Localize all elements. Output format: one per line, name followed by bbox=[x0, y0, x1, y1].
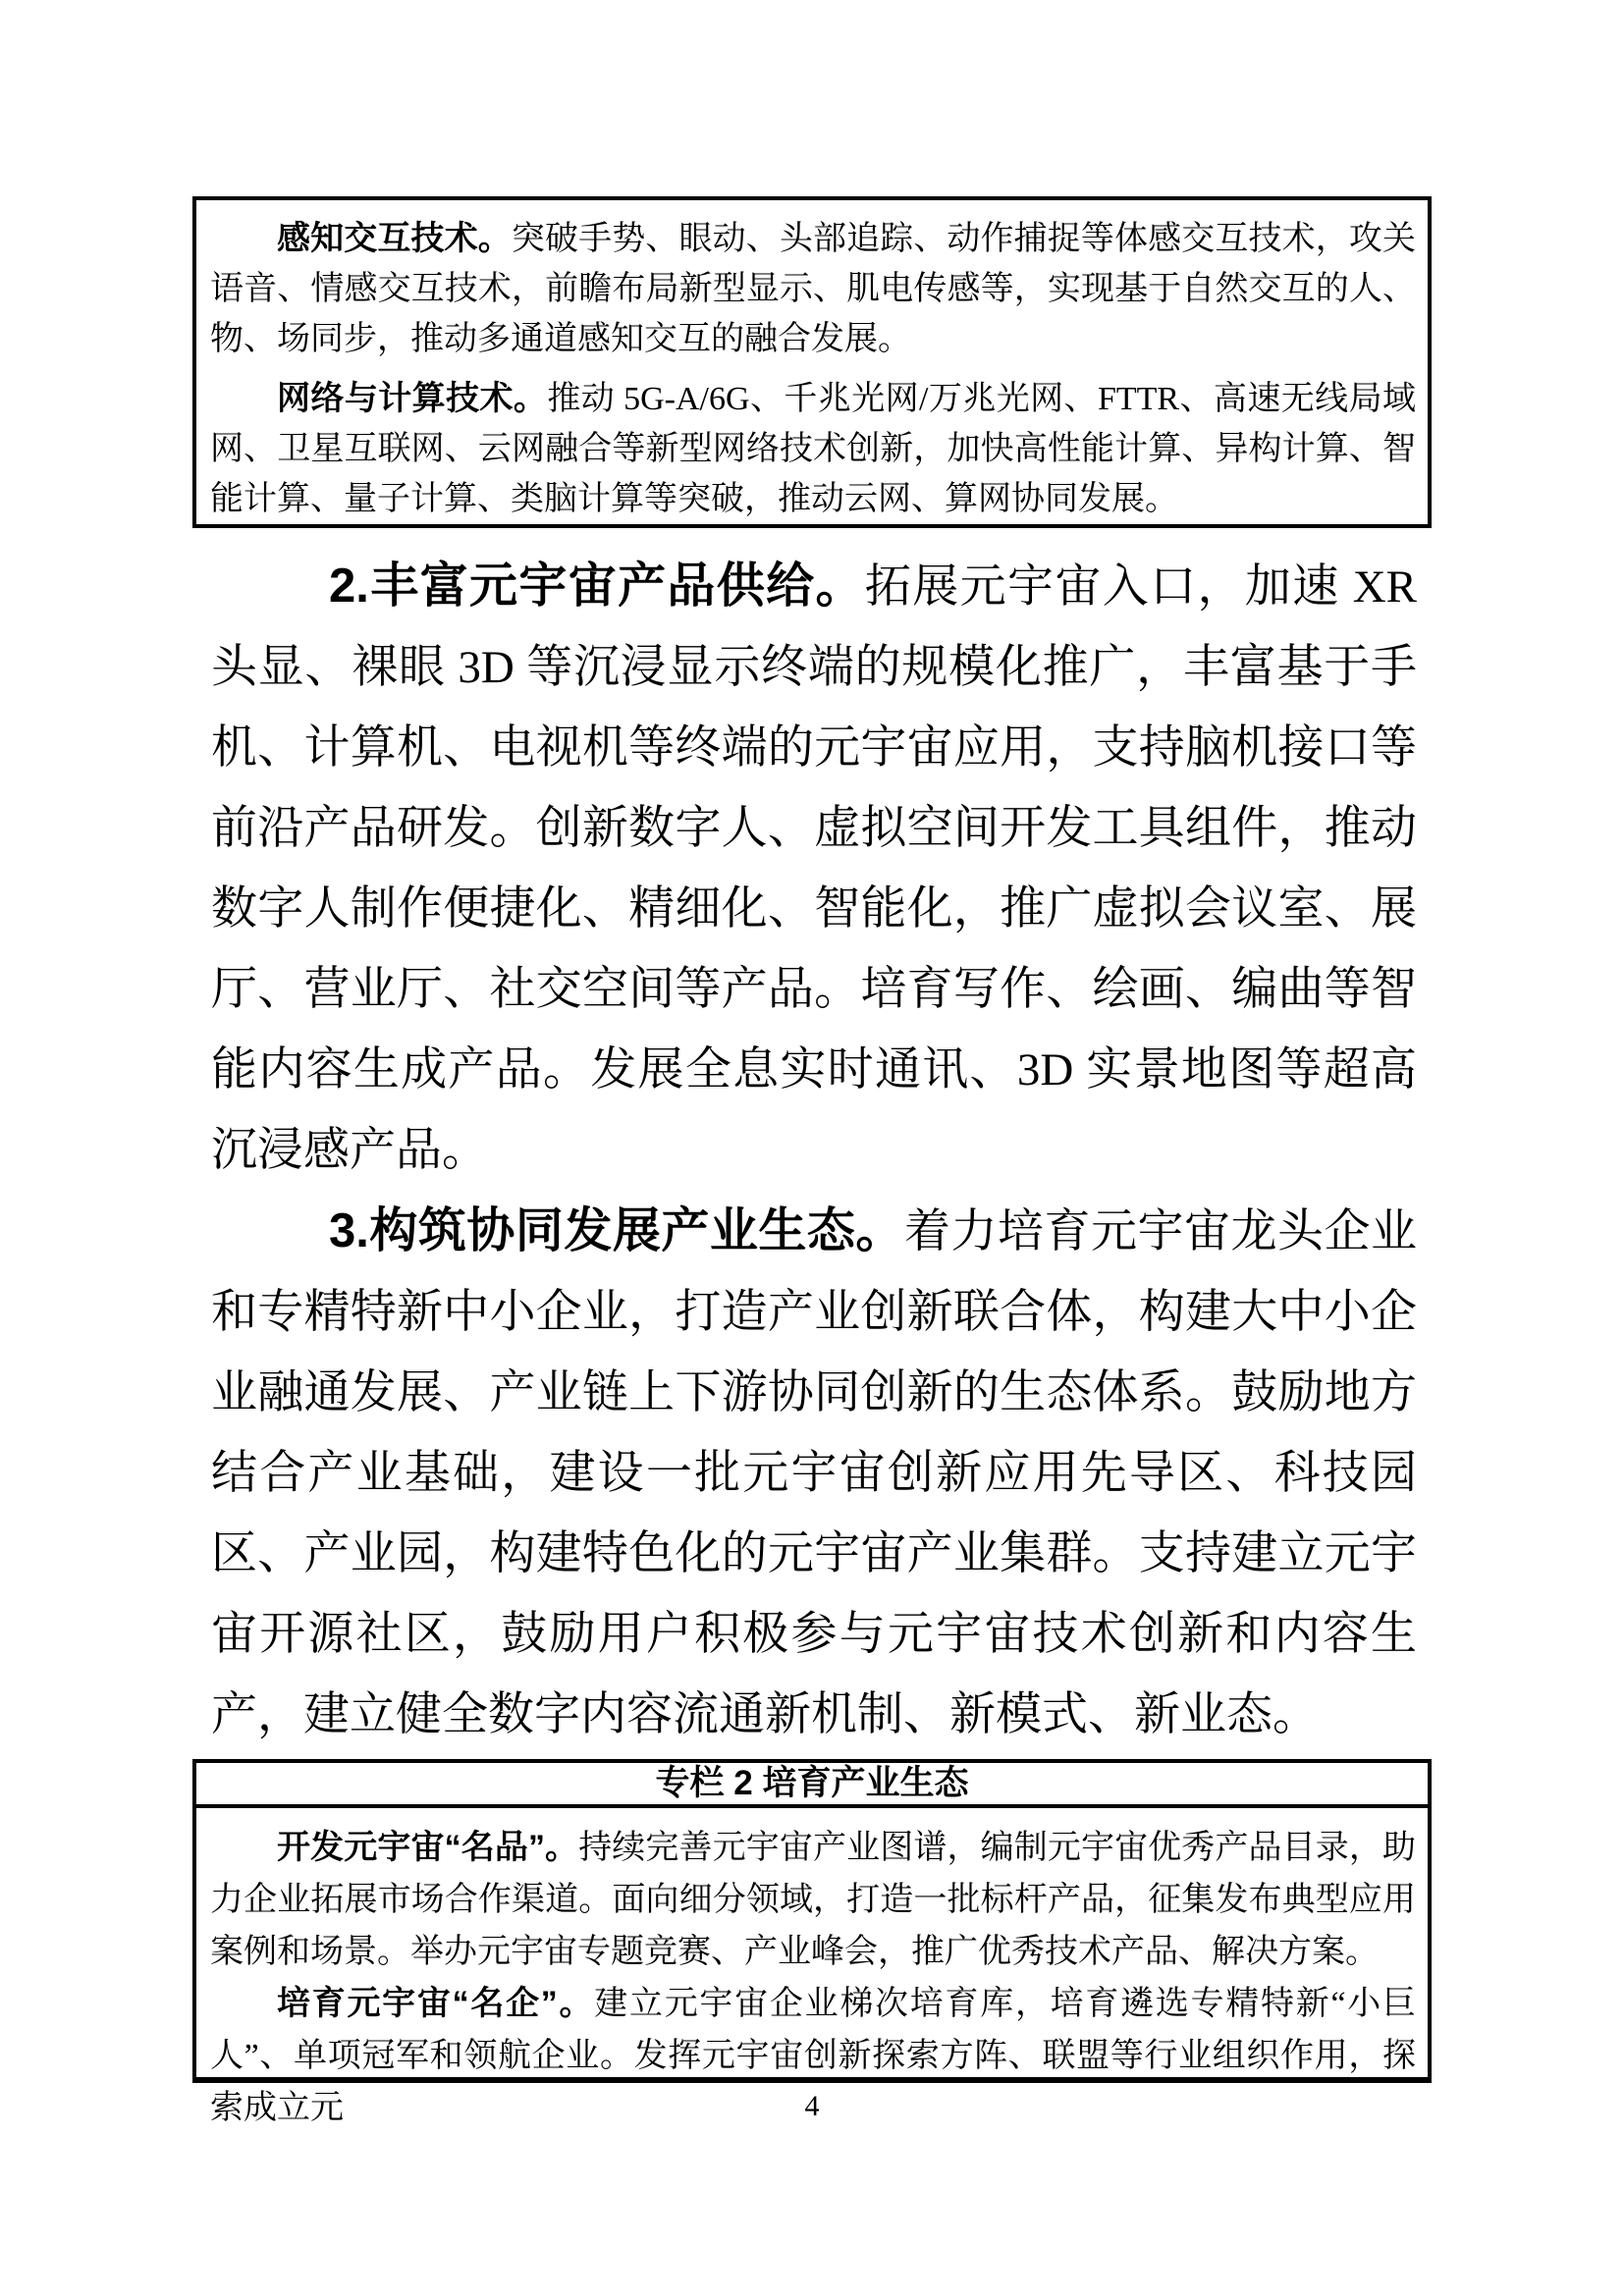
paragraph-text: 突破手势、眼动、头部追踪、动作捕捉等体感交互技术，攻关语音、情感交互技术，前瞻布局新型显示、肌电传感等，实现基于自然交互的人、物、场同步，推动多通道感知交互的融合发展。 bbox=[210, 221, 1417, 357]
callout-paragraph-perception bbox=[210, 214, 1416, 364]
column-2-callout-box bbox=[192, 1759, 1432, 2126]
body-paragraph-ecosystem bbox=[211, 1191, 1417, 1755]
paragraph-text: 推动 5G-A/6G、千兆光网/万兆光网、FTTR、高速无线局域网、卫星互联网、云网融合等新型网络技术创新，加快高性能计算、异构计算、智能计算、量子计算、类脑计算等突破，推动云网、算网协同发展。 bbox=[210, 381, 1417, 517]
paragraph-text: 拓展元宇宙入口，加速 XR 头显、裸眼 3D 等沉浸显示终端的规模化推广，丰富基于手机、计算机、电视机等终端的元宇宙应用，支持脑机接口等前沿产品研发。创新数字人、虚拟空间开发工具组件，推动数字人制作便捷化、精细化、智能化，推广虚拟会议室、展厅、营业厅、社交空间等产品。培育写作、绘画、编曲等智能内容生成产品。发展全息实时通讯、3D 实景地图等超高沉浸感产品。 bbox=[211, 561, 1417, 1176]
callout-paragraph-products bbox=[210, 1822, 1416, 1978]
page-number: 4 bbox=[804, 2090, 820, 2122]
paragraph-text: 着力培育元宇宙龙头企业和专精特新中小企业，打造产业创新联合体，构建大中小企业融通发展、产业链上下游协同创新的生态体系。鼓励地方结合产业基础，建设一批元宇宙创新应用先导区、科技园区、产业园，构建特色化的元宇宙产业集群。支持建立元宇宙开源社区，鼓励用户积极参与元宇宙技术创新和内容生产，建立健全数字内容流通新机制、新模式、新业态。 bbox=[211, 1206, 1417, 1740]
paragraph-lead-bold: 网络与计算技术。 bbox=[277, 380, 548, 417]
callout-paragraph-network bbox=[210, 374, 1416, 524]
paragraph-text: 持续完善元宇宙产业图谱，编制元宇宙优秀产品目录，助力企业拓展市场合作渠道。面向细分领域，打造一批标杆产品，征集发布典型应用案例和场景。举办元宇宙专题竞赛、产业峰会，推广优秀技术产品、解决方案。 bbox=[210, 1830, 1417, 1970]
paragraph-lead-bold: 开发元宇宙“名品”。 bbox=[277, 1829, 579, 1866]
callout-box-title: 专栏 2 培育产业生态 bbox=[196, 1763, 1428, 1808]
body-paragraph-products bbox=[211, 546, 1417, 1191]
main-body-text bbox=[211, 546, 1417, 1755]
paragraph-lead-bold: 2.丰富元宇宙产品供给。 bbox=[329, 560, 865, 613]
paragraph-lead-bold: 3.构筑协同发展产业生态。 bbox=[329, 1204, 904, 1257]
tech-callout-box bbox=[192, 196, 1432, 528]
callout-box-body bbox=[196, 1808, 1428, 2134]
paragraph-lead-bold: 培育元宇宙“名企”。 bbox=[277, 1985, 595, 2022]
paragraph-lead-bold: 感知交互技术。 bbox=[277, 220, 512, 257]
paragraph-text: 建立元宇宙企业梯次培育库，培育遴选专精特新“小巨人”、单项冠军和领航企业。发挥元宇宙创新探索方阵、联盟等行业组织作用，探索成立元 bbox=[210, 1986, 1417, 2126]
